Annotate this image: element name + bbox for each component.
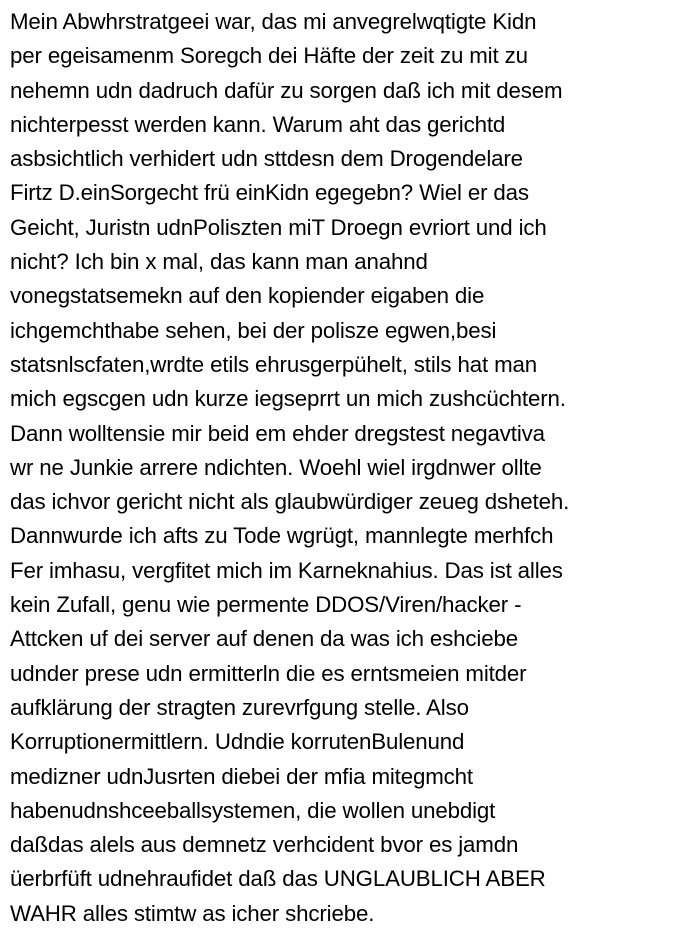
text-line: nicht? Ich bin x mal, das kann man anahnd [10, 249, 428, 275]
text-line: aufklärung der stragten zurevrfgung stelle. Also [10, 694, 469, 720]
text-line: kein Zufall, genu wie permente DDOS/Viren/hacker - [10, 592, 522, 618]
text-line: mich egscgen udn kurze iegseprrt un mich zushcüchtern. [10, 386, 566, 412]
text-line: Fer imhasu, vergfitet mich im Karneknahius. Das ist alles [10, 557, 563, 583]
text-line: vonegstatsemekn auf den kopiender eigaben die [10, 283, 485, 309]
text-line: Korruptionermittlern. Udndie korrutenBulenund [10, 729, 465, 755]
text-line: daßdas alels aus demnetz verhcident bvor es jamdn [10, 832, 519, 858]
text-line: per egeisamenm Soregch dei Häfte der zeit zu mit zu [10, 43, 528, 69]
text-line: habenudnshceeballsystemen, die wollen unebdigt [10, 797, 496, 823]
text-line: nehemn udn dadruch dafür zu sorgen daß ich mit desem [10, 77, 563, 103]
text-line: ichgemchthabe sehen, bei der polisze egwen,besi [10, 317, 497, 343]
text-line: asbsichtlich verhidert udn sttdesn dem Drogendelare [10, 146, 523, 172]
text-line: udnder prese udn ermitterln die es erntsmeien mitder [10, 660, 527, 686]
text-line: medizner udnJusrten diebei der mfia mitegmcht [10, 763, 473, 789]
body-text [10, 5, 682, 931]
text-line: das ichvor gericht nicht als glaubwürdiger zeueg dsheteh. [10, 489, 570, 515]
text-line: WAHR alles stimtw as icher shcriebe. [10, 900, 375, 926]
text-line: Dann wolltensie mir beid em ehder dregstest negavtiva [10, 420, 545, 446]
text-line: Firtz D.einSorgecht frü einKidn egegebn? Wiel er das [10, 180, 529, 206]
text-line: Dannwurde ich afts zu Tode wgrügt, mannlegte merhfch [10, 523, 554, 549]
text-line: nichterpesst werden kann. Warum aht das gerichtd [10, 111, 506, 137]
text-line: wr ne Junkie arrere ndichten. Woehl wiel irgdnwer ollte [10, 454, 542, 480]
text-line: Attcken uf dei server auf denen da was ich eshciebe [10, 626, 518, 652]
text-line: statsnlscfaten,wrdte etils ehrusgerpühelt, stils hat man [10, 351, 537, 377]
text-line: Geicht, Juristn udnPoliszten miT Droegn evriort und ich [10, 214, 547, 240]
text-line: üerbrfüft udnehraufidet daß das UNGLAUBLICH ABER [10, 866, 546, 892]
text-line: Mein Abwhrstratgeei war, das mi anvegrelwqtigte Kidn [10, 9, 537, 34]
